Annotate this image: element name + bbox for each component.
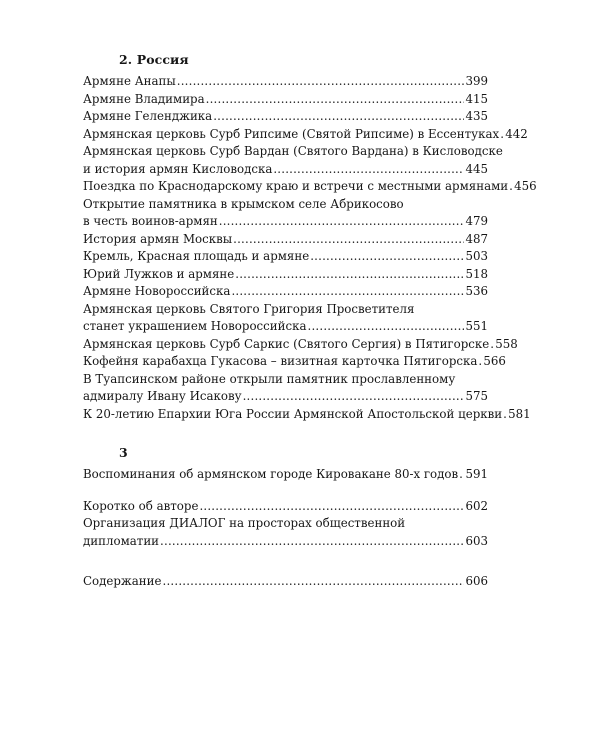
toc-entry-line [83,318,488,336]
toc-page-number: 503 [465,249,488,263]
dot-leader [199,498,464,516]
toc-entry-title: Армянская церковь Сурб Вардан (Святого Вардана) в Кисловодске [83,144,503,158]
toc-entry-title: Армяне Анапы [83,74,176,88]
toc-entry [83,91,488,109]
toc-entry-title: станет украшением Новороссийска [83,319,307,333]
toc-entry-line [83,406,531,424]
toc-page-number: 603 [465,533,488,548]
toc-entry-line [83,266,488,284]
toc-entry-line [83,533,488,551]
entry-list [83,466,488,484]
toc-entry-title: Армянская церковь Святого Григория Просветителя [83,301,415,316]
toc-entry-line [83,108,488,126]
toc-entry [83,301,488,336]
toc-entry-title: Армянская церковь Сурб Саркис (Святого Сергия) в Пятигорске [83,336,490,351]
dot-leader [235,266,464,284]
section-russia [83,52,537,423]
contents-entry [83,573,488,591]
table-of-contents [83,52,537,591]
dot-leader [509,178,513,196]
toc-entry [83,196,488,231]
dot-leader [219,213,465,231]
toc-entry-title: и история армян Кисловодска [83,161,273,176]
toc-page-number: 442 [505,126,528,141]
dot-leader [478,353,482,371]
toc-entry-line [83,301,488,319]
toc-entry-title: Содержание [83,574,162,588]
toc-entry-line [83,213,488,231]
toc-page-number: 456 [514,179,537,193]
toc-entry [83,231,488,249]
dot-leader [459,466,464,484]
toc-entry-title: Юрий Лужков и армяне [83,266,235,281]
toc-entry-line [83,126,528,144]
toc-entry [83,126,528,144]
dot-leader [503,406,507,424]
toc-entry-title: Армяне Новороссийска [83,284,231,298]
toc-entry [83,143,503,178]
section-heading: 2. Россия [119,52,189,67]
dot-leader [490,336,494,354]
toc-entry-line [83,283,488,301]
toc-page-number: 581 [508,406,531,421]
toc-entry-line [83,353,506,371]
appendix-entries [83,498,488,551]
toc-entry [83,466,488,484]
toc-entry-title: Организация ДИАЛОГ на просторах общественной [83,516,406,530]
toc-entry-title: Открытие памятника в крымском селе Абрикосово [83,196,404,211]
dot-leader [206,91,465,109]
entry-list [83,73,537,423]
toc-entry [83,178,537,196]
dot-leader [231,283,464,301]
toc-entry-line [83,388,488,406]
toc-page-number: 566 [483,354,506,368]
toc-page-number: 606 [465,574,488,588]
toc-entry [83,498,488,516]
toc-entry [83,283,488,301]
toc-entry-title: История армян Москвы [83,231,233,246]
toc-entry [83,73,488,91]
toc-entry-title: Воспоминания об армянском городе Кировакане 80-х годов [83,467,459,481]
dot-leader [163,573,465,591]
toc-entry-line [83,178,537,196]
toc-entry-title: дипломатии [83,533,160,548]
toc-entry-title: В Туапсинском районе открыли памятник прославленному [83,371,456,386]
toc-page-number: 591 [465,467,488,481]
toc-entry-line [83,573,488,591]
toc-entry-title: Кремль, Красная площадь и армяне [83,249,310,263]
toc-page-number: 415 [465,91,488,106]
toc-entry [83,266,488,284]
toc-page-number: 445 [465,161,488,176]
toc-entry-title: Армяне Геленджика [83,109,213,123]
section-3 [83,445,488,484]
toc-entry [83,108,488,126]
toc-entry-title: в честь воинов-армян [83,214,218,228]
toc-entry-title: Армянская церковь Сурб Рипсиме (Святой Рипсиме) в Ессентуках [83,126,500,141]
dot-leader [243,388,465,406]
toc-entry [83,248,488,266]
toc-entry-line [83,466,488,484]
dot-leader [177,73,465,91]
toc-entry-line [83,196,488,214]
toc-entry-line [83,498,488,516]
toc-entry-line [83,73,488,91]
toc-page-number: 518 [465,266,488,281]
dot-leader [273,161,464,179]
toc-page-number: 479 [465,214,488,228]
section-heading: 3 [119,445,128,460]
toc-entry [83,515,488,550]
toc-entry-title: адмиралу Ивану Исакову [83,389,242,403]
dot-leader [308,318,465,336]
toc-entry [83,406,531,424]
toc-entry-line [83,161,488,179]
toc-entry [83,353,506,371]
toc-entry [83,371,488,406]
toc-page-number: 536 [465,284,488,298]
toc-page-number: 558 [495,336,518,351]
dot-leader [213,108,464,126]
toc-entry-title: Кофейня карабахца Гукасова – визитная карточка Пятигорска [83,354,478,368]
dot-leader [160,533,464,551]
dot-leader [233,231,464,249]
toc-page-number: 435 [465,109,488,123]
toc-entry [83,573,488,591]
toc-entry-line [83,336,518,354]
toc-page-number: 487 [465,231,488,246]
toc-entry-line [83,371,488,389]
toc-entry-line [83,231,488,249]
toc-entry [83,336,518,354]
toc-entry-line [83,143,503,161]
toc-entry-title: Поездка по Краснодарскому краю и встречи с местными армянами [83,179,509,193]
dot-leader [310,248,464,266]
toc-page-number: 399 [465,74,488,88]
toc-entry-line [83,248,488,266]
toc-page-number: 551 [465,319,488,333]
toc-page-number: 602 [465,498,488,513]
toc-entry-line [83,515,488,533]
toc-entry-line [83,91,488,109]
dot-leader [500,126,504,144]
toc-entry-title: Коротко об авторе [83,498,199,513]
toc-entry-title: Армяне Владимира [83,91,205,106]
toc-entry-title: К 20-летию Епархии Юга России Армянской Апостольской церкви [83,406,503,421]
toc-page-number: 575 [465,389,488,403]
